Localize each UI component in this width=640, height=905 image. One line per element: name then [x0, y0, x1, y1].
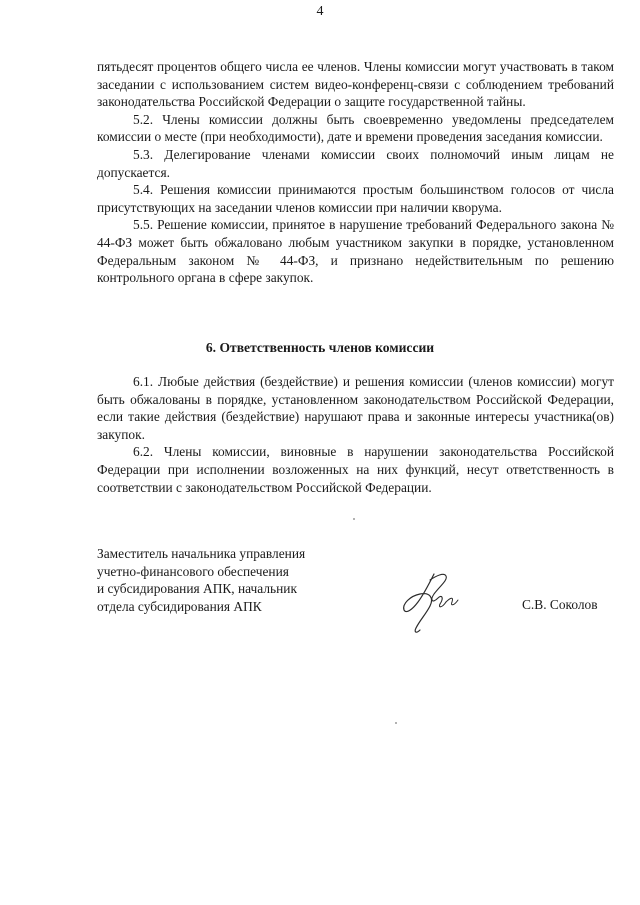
signer-title-line: отдела субсидирования АПК [97, 598, 262, 614]
section6-body [97, 373, 614, 496]
section5-body [97, 58, 614, 287]
handwritten-signature-icon [400, 568, 470, 640]
signer-name: С.В. Соколов [522, 597, 598, 612]
paragraph-6-2: 6.2. Члены комиссии, виновные в нарушении законодательства Российской Федерации при исполнении возложенных на них функций, несут ответственность в соответствии с законодательством Российской Федерации. [97, 444, 614, 495]
paragraph-5-4: 5.4. Решения комиссии принимаются простым большинством голосов от числа присутствующих на заседании членов комиссии при наличии кворума. [97, 182, 614, 215]
signer-title [97, 545, 357, 615]
scan-speck [395, 722, 397, 724]
signer-title-line: учетно-финансового обеспечения [97, 563, 289, 579]
paragraph-5-2: 5.2. Члены комиссии должны быть своевременно уведомлены председателем комиссии о месте (при необходимости), дате и времени проведения заседания комиссии. [97, 111, 614, 145]
page-number: 4 [316, 4, 324, 19]
signer-title-line: Заместитель начальника управления [97, 546, 306, 561]
paragraph-5-5: 5.5. Решение комиссии, принятое в нарушение требований Федерального закона № 44-ФЗ может быть обжаловано любым участником закупки в порядке, установленном Федеральным законом № 44-ФЗ, и признано недействительным по решению контрольного органа в сфере закупок. [97, 217, 614, 286]
signer-title-line: и субсидирования АПК, начальник [97, 581, 297, 597]
section6-heading: 6. Ответственность членов комиссии [205, 340, 435, 355]
scan-speck [353, 518, 355, 520]
paragraph-6-1: 6.1. Любые действия (бездействие) и решения комиссии (членов комиссии) могут быть обжалованы в порядке, установленном законодательством Российской Федерации, если такие действия (бездействие) нарушают права и законные интересы участника(ов) закупок. [97, 374, 614, 442]
paragraph-continuation: пятьдесят процентов общего числа ее членов. Члены комиссии могут участвовать в таком заседании с использованием систем видео-конференц-связи с соблюдением требований законодательства Российской Федерации о защите государственной тайны. [97, 59, 614, 110]
paragraph-5-3: 5.3. Делегирование членами комиссии своих полномочий иным лицам не допускается. [97, 146, 614, 180]
